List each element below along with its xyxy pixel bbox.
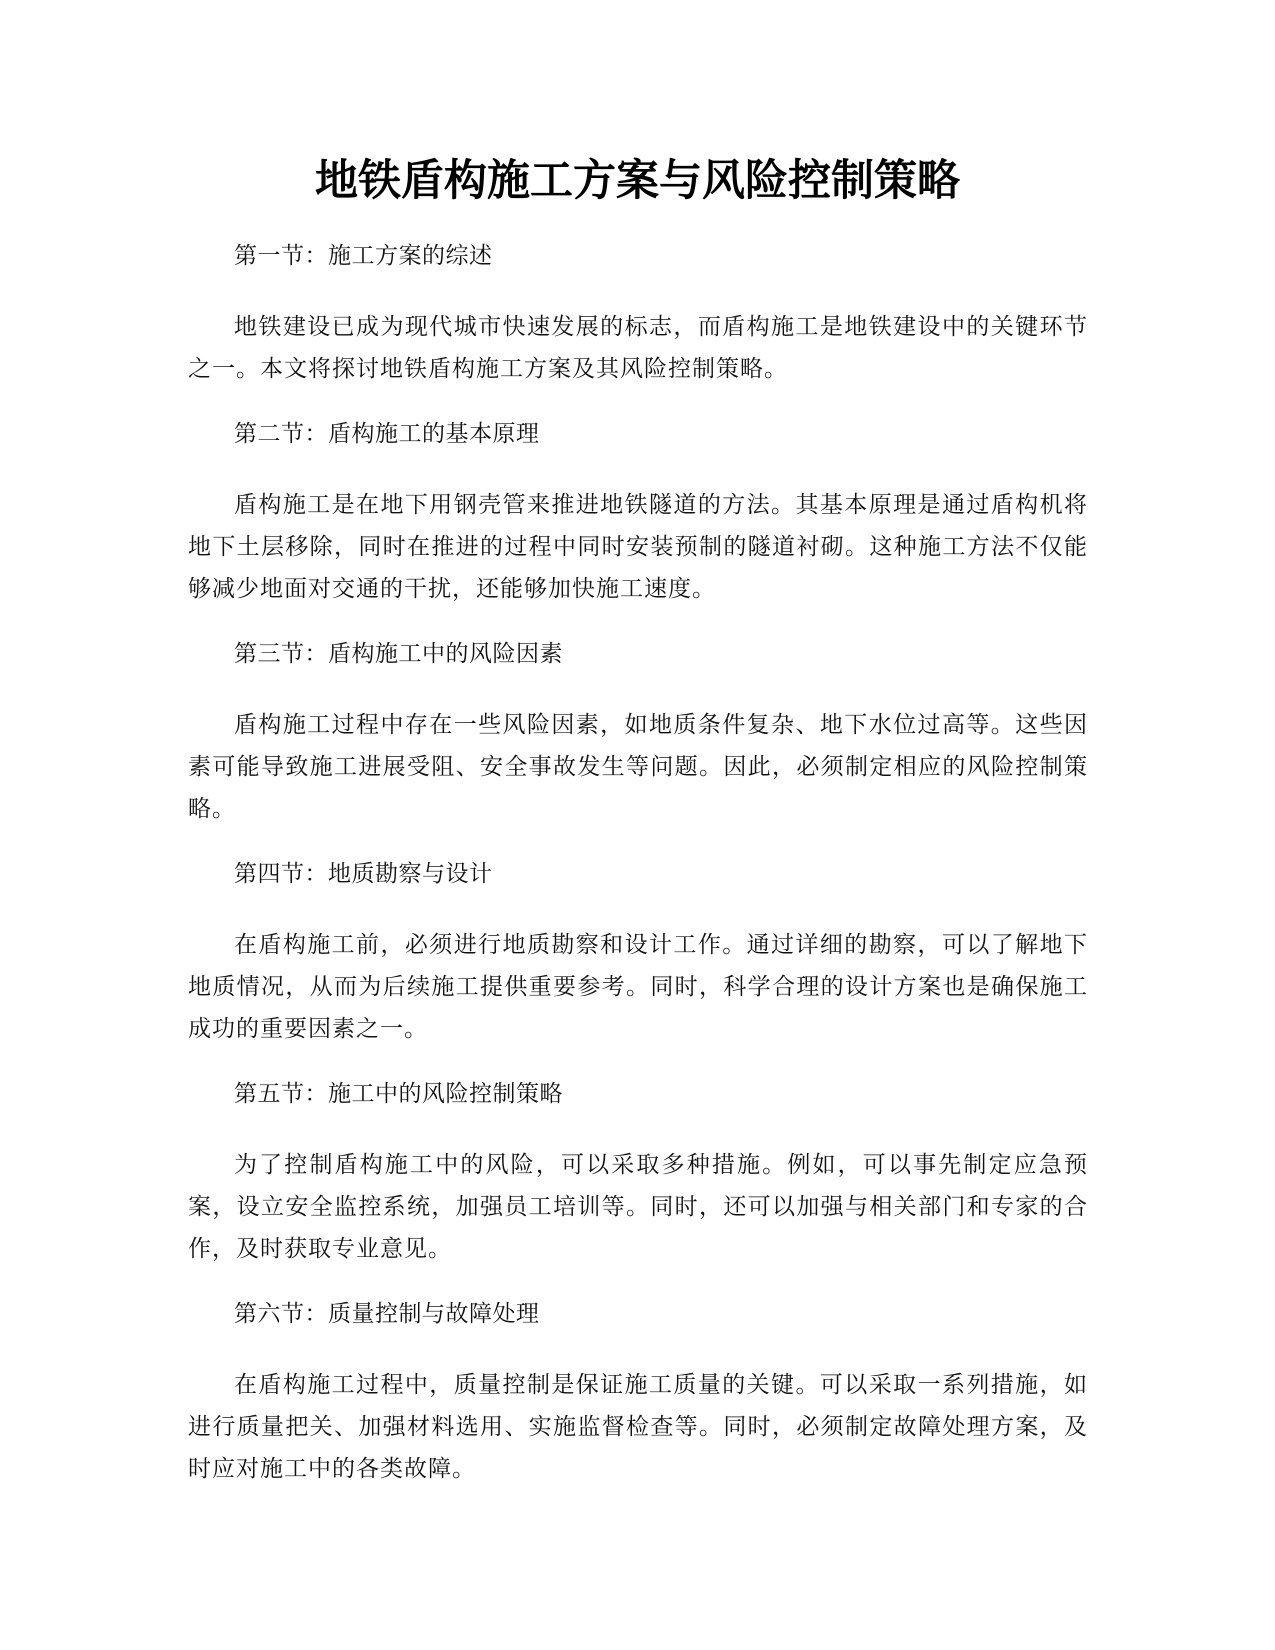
section-heading: 第六节：质量控制与故障处理 (234, 1301, 540, 1327)
section-5 (188, 1076, 1088, 1270)
section-4 (188, 856, 1088, 1050)
section-paragraph: 在盾构施工过程中，质量控制是保证施工质量的关键。可以采取一系列措施，如进行质量把关、加强材料选用、实施监督检查等。同时，必须制定故障处理方案，及时应对施工中的各类故障。 (188, 1372, 1088, 1482)
section-paragraph: 地铁建设已成为现代城市快速发展的标志，而盾构施工是地铁建设中的关键环节之一。本文将探讨地铁盾构施工方案及其风险控制策略。 (188, 314, 1088, 382)
section-1 (188, 238, 1088, 390)
section-3 (188, 636, 1088, 830)
section-paragraph: 在盾构施工前，必须进行地质勘察和设计工作。通过详细的勘察，可以了解地下地质情况，从而为后续施工提供重要参考。同时，科学合理的设计方案也是确保施工成功的重要因素之一。 (188, 932, 1088, 1042)
section-paragraph: 盾构施工是在地下用钢壳管来推进地铁隧道的方法。其基本原理是通过盾构机将地下土层移除，同时在推进的过程中同时安装预制的隧道衬砌。这种施工方法不仅能够减少地面对交通的干扰，还能够加快施工速度。 (188, 492, 1088, 602)
section-paragraph: 盾构施工过程中存在一些风险因素，如地质条件复杂、地下水位过高等。这些因素可能导致施工进展受阻、安全事故发生等问题。因此，必须制定相应的风险控制策略。 (188, 712, 1088, 822)
document-title: 地铁盾构施工方案与风险控制策略 (315, 156, 960, 206)
section-paragraph: 为了控制盾构施工中的风险，可以采取多种措施。例如，可以事先制定应急预案，设立安全监控系统，加强员工培训等。同时，还可以加强与相关部门和专家的合作，及时获取专业意见。 (188, 1152, 1088, 1262)
section-heading: 第四节：地质勘察与设计 (234, 861, 493, 887)
document-body (188, 238, 1088, 1516)
section-6 (188, 1296, 1088, 1490)
section-heading: 第一节：施工方案的综述 (234, 243, 493, 269)
section-heading: 第二节：盾构施工的基本原理 (234, 421, 540, 447)
section-2 (188, 416, 1088, 610)
section-heading: 第五节：施工中的风险控制策略 (234, 1081, 563, 1107)
section-heading: 第三节：盾构施工中的风险因素 (234, 641, 563, 667)
